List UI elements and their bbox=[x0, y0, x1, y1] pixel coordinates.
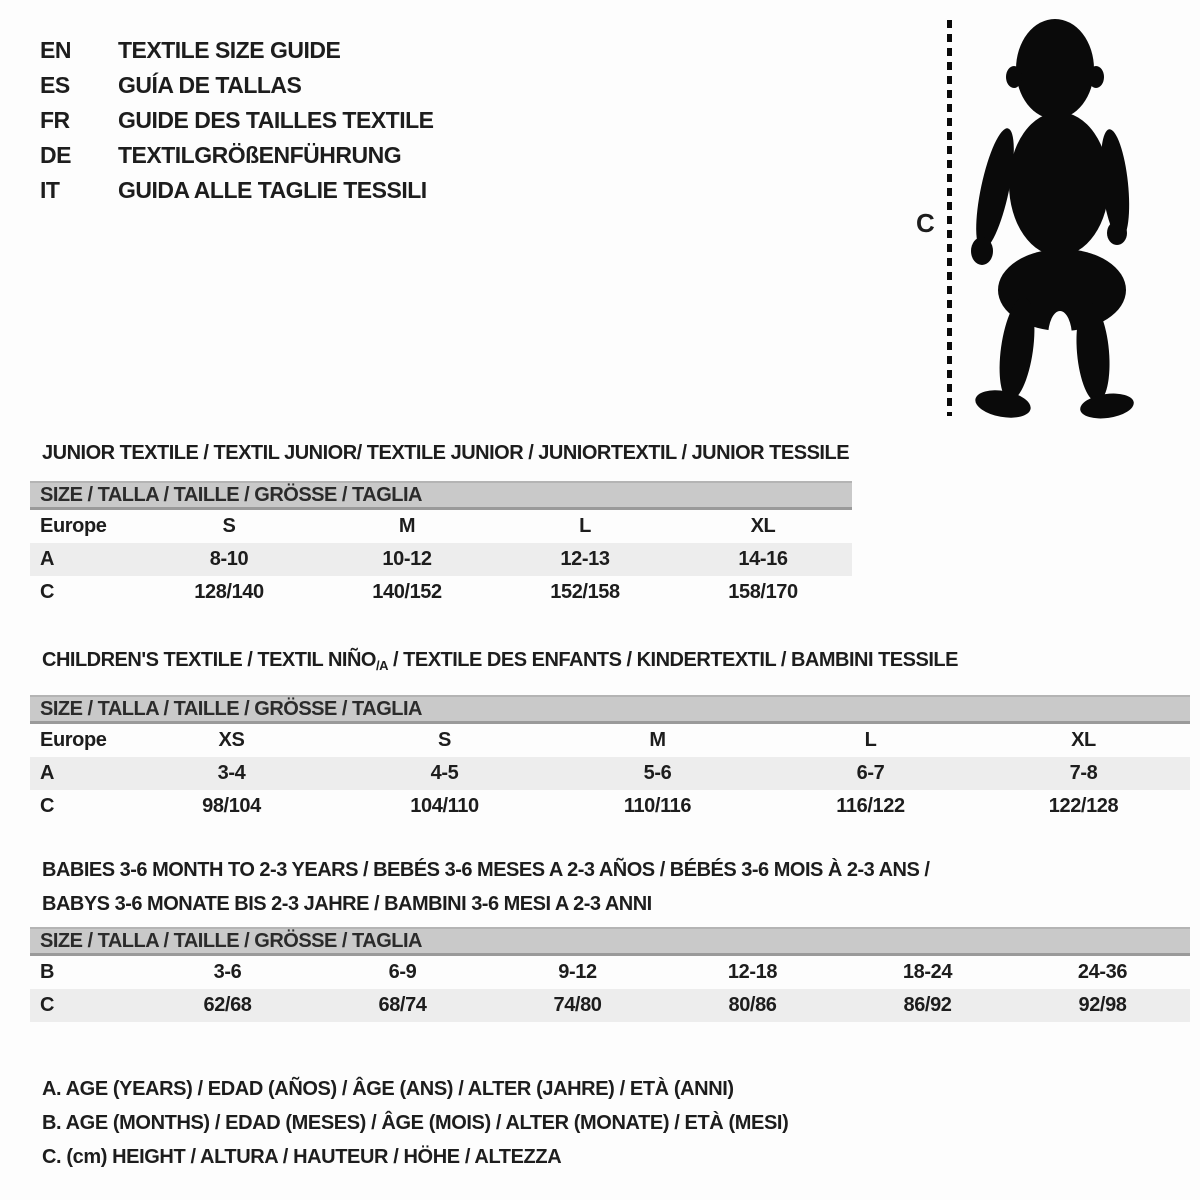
toddler-silhouette-icon bbox=[965, 18, 1150, 420]
height-dashed-line bbox=[947, 20, 952, 416]
row-label: B bbox=[40, 961, 55, 983]
language-title: GUIDA ALLE TAGLIE TESSILI bbox=[118, 177, 427, 203]
language-title: GUIDE DES TAILLES TEXTILE bbox=[118, 107, 434, 133]
size-value-cell: 116/122 bbox=[836, 795, 905, 817]
language-row bbox=[40, 33, 434, 68]
size-value-cell: S bbox=[438, 729, 451, 751]
legend-notes bbox=[42, 1072, 788, 1174]
legend-note: A. AGE (YEARS) / EDAD (AÑOS) / ÂGE (ANS) / ALTER (JAHRE) / ETÀ (ANNI) bbox=[42, 1078, 734, 1100]
language-code: EN bbox=[40, 37, 71, 63]
section-title-line bbox=[42, 853, 1190, 887]
row-label: C bbox=[40, 581, 55, 603]
section-title bbox=[42, 643, 1190, 683]
row-label: A bbox=[40, 762, 55, 784]
size-value-cell: M bbox=[649, 729, 666, 751]
language-row bbox=[40, 138, 434, 173]
size-value-cell: 92/98 bbox=[1078, 994, 1127, 1016]
language-row bbox=[40, 68, 434, 103]
size-value-cell: 10-12 bbox=[382, 548, 432, 570]
section-babies-textile bbox=[30, 853, 1190, 1022]
language-code: FR bbox=[40, 107, 70, 133]
size-header-bar: SIZE / TALLA / TAILLE / GRÖSSE / TAGLIA bbox=[30, 695, 1190, 724]
size-value-cell: L bbox=[864, 729, 877, 751]
table-row bbox=[30, 989, 1190, 1022]
table-row bbox=[30, 724, 1190, 757]
size-value-cell: 62/68 bbox=[203, 994, 252, 1016]
size-value-cell: 68/74 bbox=[378, 994, 427, 1016]
size-value-cell: 74/80 bbox=[553, 994, 602, 1016]
size-value-cell: 122/128 bbox=[1048, 795, 1119, 817]
section-title-text: /A bbox=[375, 658, 388, 673]
language-title: TEXTILE SIZE GUIDE bbox=[118, 37, 341, 63]
section-title-text: / TEXTILE DES ENFANTS / KINDERTEXTIL / BAMBINI TESSILE bbox=[387, 649, 958, 671]
section-title-line bbox=[42, 643, 1190, 683]
size-value-cell: 98/104 bbox=[202, 795, 261, 817]
size-value-cell: 12-13 bbox=[560, 548, 610, 570]
section-title bbox=[42, 853, 1190, 921]
size-table bbox=[30, 956, 1190, 1022]
size-value-cell: S bbox=[222, 515, 236, 537]
section-title-text: CHILDREN'S TEXTILE / TEXTIL NIÑO bbox=[42, 649, 376, 671]
language-title: GUÍA DE TALLAS bbox=[118, 72, 302, 98]
size-value-cell: 86/92 bbox=[903, 994, 952, 1016]
size-value-cell: M bbox=[398, 515, 416, 537]
language-code: IT bbox=[40, 177, 60, 203]
size-value-cell: 110/116 bbox=[623, 795, 692, 817]
size-table bbox=[30, 724, 1190, 823]
size-header-bar: SIZE / TALLA / TAILLE / GRÖSSE / TAGLIA bbox=[30, 927, 1190, 956]
row-label: Europe bbox=[40, 729, 107, 751]
size-value-cell: 8-10 bbox=[209, 548, 249, 570]
size-value-cell: 140/152 bbox=[372, 581, 442, 603]
size-value-cell: 12-18 bbox=[727, 961, 778, 983]
section-title-line bbox=[42, 436, 852, 470]
row-label: A bbox=[40, 548, 55, 570]
language-row bbox=[40, 103, 434, 138]
size-value-cell: 104/110 bbox=[410, 795, 479, 817]
size-value-cell: 152/158 bbox=[550, 581, 620, 603]
table-row bbox=[30, 790, 1190, 823]
row-label: C bbox=[40, 795, 55, 817]
size-value-cell: XS bbox=[218, 729, 245, 751]
section-childrens-textile bbox=[30, 643, 1190, 823]
size-value-cell: L bbox=[579, 515, 591, 537]
size-value-cell: 3-6 bbox=[213, 961, 242, 983]
table-row bbox=[30, 510, 852, 543]
table-row bbox=[30, 956, 1190, 989]
table-row bbox=[30, 576, 852, 609]
row-label: C bbox=[40, 994, 55, 1016]
size-value-cell: XL bbox=[750, 515, 776, 537]
size-value-cell: 9-12 bbox=[558, 961, 597, 983]
section-title-line bbox=[42, 887, 1190, 921]
table-row bbox=[30, 543, 852, 576]
row-label: Europe bbox=[40, 515, 107, 537]
language-code: DE bbox=[40, 142, 71, 168]
height-measure-label: C bbox=[916, 208, 935, 238]
size-value-cell: 4-5 bbox=[430, 762, 459, 784]
legend-note: C. (cm) HEIGHT / ALTURA / HAUTEUR / HÖHE / ALTEZZA bbox=[42, 1146, 562, 1168]
size-value-cell: 6-7 bbox=[856, 762, 885, 784]
height-figure bbox=[900, 0, 1200, 430]
size-value-cell: 6-9 bbox=[388, 961, 417, 983]
size-value-cell: 14-16 bbox=[738, 548, 788, 570]
size-value-cell: 128/140 bbox=[194, 581, 264, 603]
size-value-cell: 18-24 bbox=[902, 961, 953, 983]
section-title-text: JUNIOR TEXTILE / TEXTIL JUNIOR/ TEXTILE JUNIOR / JUNIORTEXTIL / JUNIOR TESSILE bbox=[42, 442, 850, 464]
legend-note: B. AGE (MONTHS) / EDAD (MESES) / ÂGE (MOIS) / ALTER (MONATE) / ETÀ (MESI) bbox=[42, 1112, 789, 1134]
section-junior-textile bbox=[30, 436, 852, 609]
size-value-cell: XL bbox=[1071, 729, 1096, 751]
language-code: ES bbox=[40, 72, 70, 98]
language-title: TEXTILGRÖßENFÜHRUNG bbox=[118, 142, 402, 168]
size-header-bar: SIZE / TALLA / TAILLE / GRÖSSE / TAGLIA bbox=[30, 481, 852, 510]
size-table bbox=[30, 510, 852, 609]
language-header bbox=[40, 33, 434, 208]
section-title-text: BABYS 3-6 MONATE BIS 2-3 JAHRE / BAMBINI 3-6 MESI A 2-3 ANNI bbox=[42, 893, 652, 915]
table-row bbox=[30, 757, 1190, 790]
size-value-cell: 5-6 bbox=[643, 762, 672, 784]
size-value-cell: 158/170 bbox=[728, 581, 798, 603]
section-title-text: BABIES 3-6 MONTH TO 2-3 YEARS / BEBÉS 3-6 MESES A 2-3 AÑOS / BÉBÉS 3-6 MOIS À 2-3 ANS / bbox=[42, 859, 930, 881]
section-title bbox=[42, 436, 852, 470]
size-value-cell: 80/86 bbox=[728, 994, 777, 1016]
language-row bbox=[40, 173, 434, 208]
size-value-cell: 24-36 bbox=[1077, 961, 1128, 983]
size-value-cell: 7-8 bbox=[1069, 762, 1098, 784]
size-value-cell: 3-4 bbox=[217, 762, 246, 784]
